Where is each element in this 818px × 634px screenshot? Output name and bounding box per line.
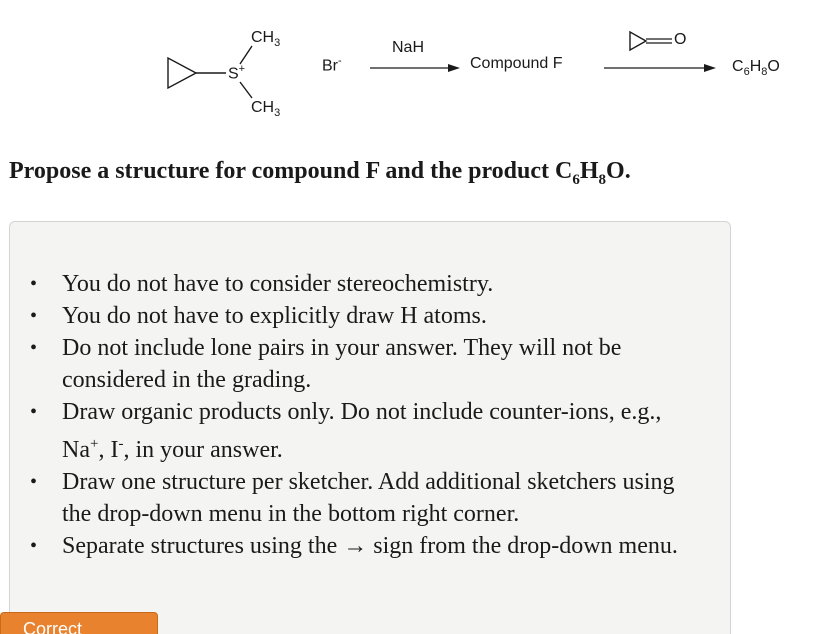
sulfonium-label: S+ bbox=[228, 63, 246, 83]
product-formula-label: $C_6H_8O$ bbox=[732, 58, 780, 79]
question-sub-8: 8 bbox=[598, 171, 607, 188]
instruction-item: • Do not include lone pairs in your answer. They will not be considered in the grading. bbox=[62, 332, 702, 396]
reaction-arrow-2-head bbox=[704, 64, 716, 72]
question-text-end: O. bbox=[606, 158, 631, 184]
methyl-top-label: $CH_3$ bbox=[251, 29, 281, 50]
bullet-dot: • bbox=[30, 337, 38, 359]
reaction-arrow-1-head bbox=[448, 64, 460, 72]
question-prompt bbox=[9, 158, 631, 189]
instruction-item: • Draw organic products only. Do not include counter-ions, e.g., Na+, I-, in your answer. bbox=[62, 396, 702, 466]
intermediate-label: Compound F bbox=[470, 55, 563, 72]
instruction-item: • You do not have to explicitly draw H atoms. bbox=[62, 300, 702, 332]
question-sub-6: 6 bbox=[572, 171, 580, 188]
instruction-item: • Draw one structure per sketcher. Add additional sketchers using the drop-down menu in the bottom right corner. bbox=[62, 466, 702, 530]
instructions-box bbox=[9, 221, 731, 634]
question-h: H bbox=[579, 158, 599, 184]
bullet-dot: • bbox=[30, 305, 38, 327]
cyclopropyl-ring bbox=[168, 58, 196, 88]
bullet-dot: • bbox=[30, 401, 38, 423]
instruction-item: • Separate structures using the → sign from the drop-down menu. bbox=[62, 530, 702, 562]
instruction-item: • You do not have to consider stereochemistry. bbox=[62, 268, 702, 300]
cyclopropanone-ring bbox=[630, 32, 646, 50]
reaction-scheme bbox=[0, 0, 818, 140]
bullet-dot: • bbox=[30, 471, 38, 493]
s-methyl-bottom-bond bbox=[240, 82, 252, 98]
correct-status-tab[interactable]: Correct bbox=[0, 612, 158, 634]
instructions-list bbox=[30, 268, 702, 562]
methyl-bottom-label: $CH_3$ bbox=[251, 99, 281, 120]
reagent-label: NaH bbox=[392, 39, 425, 56]
reaction-scheme-drawing bbox=[0, 0, 818, 140]
bromide-label: Br- bbox=[322, 55, 342, 75]
ketone-oxygen-label: O bbox=[674, 31, 687, 48]
bullet-dot: • bbox=[30, 273, 38, 295]
question-text: Propose a structure for compound F and the product C bbox=[9, 158, 573, 184]
bullet-dot: • bbox=[30, 535, 38, 557]
